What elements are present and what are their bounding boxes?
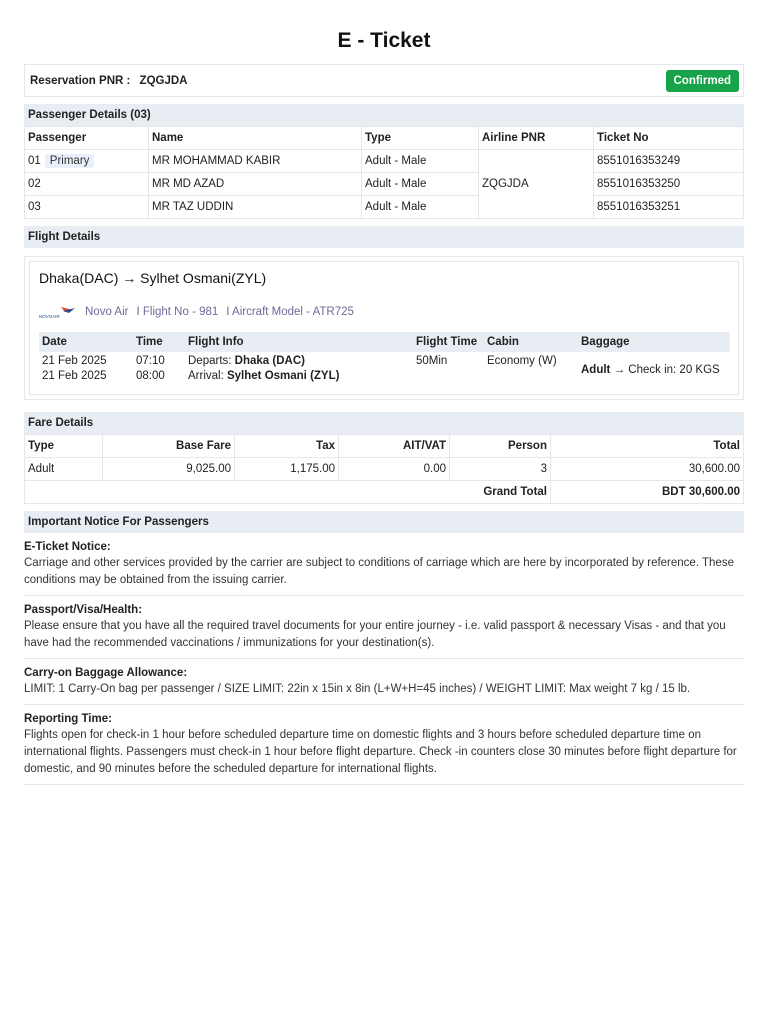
arrive-place: Sylhet Osmani (ZYL) [226,370,340,382]
column-header: Flight Info [185,332,413,352]
table-row [25,173,744,196]
passenger-name: MR MD AZAD [149,173,362,196]
ticket-number: 8551016353250 [594,173,744,196]
empty-cell [484,370,578,388]
notice-body: Flights open for check-in 1 hour before scheduled departure time on domestic flights and 3 hours before scheduled departure time on international flights. Passengers must check-in 1 hour before flight departure. Check -in counters close 30 minutes before flight departure for domestic, and 90 minutes before the scheduled departure for international flights. [24,729,737,775]
baggage-detail: → Check in: 20 KGS [613,364,720,376]
notices-list [24,533,744,785]
tax: 1,175.00 [235,458,339,481]
ticket-number: 8551016353251 [594,196,744,219]
passenger-num: 02 [25,173,149,196]
passenger-type: Adult - Male [362,196,479,219]
column-header: Person [450,435,551,458]
grand-total-label: Grand Total [25,481,551,504]
column-header: Base Fare [103,435,235,458]
column-header: Passenger [25,127,149,150]
passenger-num: 01 [28,155,41,167]
column-header: Time [133,332,185,352]
status-badge: Confirmed [666,70,740,92]
ait-vat: 0.00 [339,458,450,481]
primary-tag: Primary [45,154,95,168]
fare-details-heading: Fare Details [24,412,744,434]
notice-body: Carriage and other services provided by the carrier are subject to conditions of carriage which are here by incorporated by reference. These conditions may be obtained from the issuing carrier. [24,557,734,586]
notice-title: Reporting Time: [24,713,112,725]
aircraft-model: I Aircraft Model - ATR725 [226,306,354,318]
column-header: Ticket No [594,127,744,150]
column-header: Total [551,435,744,458]
flight-time: 50Min [416,355,448,367]
airline-pnr: ZQGJDA [479,150,594,219]
column-header: Baggage [578,332,730,352]
flight-card-inner [29,261,739,395]
passenger-num-cell [25,150,149,173]
flight-card [24,256,744,400]
flight-number: I Flight No - 981 [136,306,219,318]
cabin: Economy (W) [487,355,557,367]
baggage-who: Adult [581,364,611,376]
fare-table-header [25,435,744,458]
notice-title: Passport/Visa/Health: [24,604,143,616]
column-header: Cabin [484,332,578,352]
notices-heading: Important Notice For Passengers [24,511,744,533]
notice-body: LIMIT: 1 Carry-On bag per passenger / SIZE LIMIT: 22in x 15in x 8in (L+W+H=45 inches) / WEIGHT LIMIT: Max weight 7 kg / 15 lb. [24,683,691,695]
passenger-type: Adult - Male [362,173,479,196]
reservation-pnr [30,75,187,87]
flight-route: Dhaka(DAC) → Sylhet Osmani(ZYL) [39,270,267,286]
passenger-type: Adult - Male [362,150,479,173]
column-header: Type [362,127,479,150]
passenger-details-heading: Passenger Details (03) [24,104,744,126]
depart-place: Dhaka (DAC) [234,355,305,367]
page-title: E - Ticket [337,29,431,52]
airline-name: Novo Air [85,306,129,318]
flight-table-header [39,332,730,352]
base-fare: 9,025.00 [103,458,235,481]
reservation-bar [24,64,744,97]
baggage [578,352,730,388]
column-header: Type [25,435,103,458]
arrive-time: 08:00 [136,370,165,382]
column-header: Flight Time [413,332,484,352]
table-row [25,196,744,219]
grand-total-value: BDT 30,600.00 [551,481,744,504]
column-header: Name [149,127,362,150]
depart-info [185,352,413,370]
pnr-label: Reservation PNR : [30,74,131,87]
row-total: 30,600.00 [551,458,744,481]
column-header: Tax [235,435,339,458]
table-row [25,458,744,481]
flight-info-table [39,332,730,388]
airline-logo [39,305,77,319]
person-count: 3 [450,458,551,481]
table-row [39,352,730,370]
column-header: Date [39,332,133,352]
empty-cell [413,370,484,388]
notice-item [24,705,744,785]
notice-body: Please ensure that you have all the required travel documents for your entire journey - i.e. valid passport & necessary Visas - and that you have had the recommended vaccinations / immunizations for your destination(s). [24,620,726,649]
depart-time: 07:10 [136,355,165,367]
arrive-label: Arrival: [188,370,224,382]
notice-item [24,533,744,596]
airline-logo-text: NOVOAIR [39,314,60,319]
notice-title: E-Ticket Notice: [24,541,111,553]
depart-date: 21 Feb 2025 [42,355,107,367]
arrive-date: 21 Feb 2025 [42,370,107,382]
notice-item [24,596,744,659]
column-header: Airline PNR [479,127,594,150]
airline-info [39,292,730,332]
depart-label: Departs: [188,355,232,367]
fare-table [24,434,744,504]
passenger-table-header [25,127,744,150]
passenger-name: MR TAZ UDDIN [149,196,362,219]
table-row [25,150,744,173]
passenger-name: MR MOHAMMAD KABIR [149,150,362,173]
passenger-table [24,126,744,219]
notice-item [24,659,744,705]
ticket-number: 8551016353249 [594,150,744,173]
passenger-num: 03 [25,196,149,219]
flight-details-heading: Flight Details [24,226,744,248]
grand-total-row [25,481,744,504]
pnr-value: ZQGJDA [139,74,188,87]
fare-type: Adult [25,458,103,481]
column-header: AIT/VAT [339,435,450,458]
arrive-info [185,370,413,388]
notice-title: Carry-on Baggage Allowance: [24,667,188,679]
